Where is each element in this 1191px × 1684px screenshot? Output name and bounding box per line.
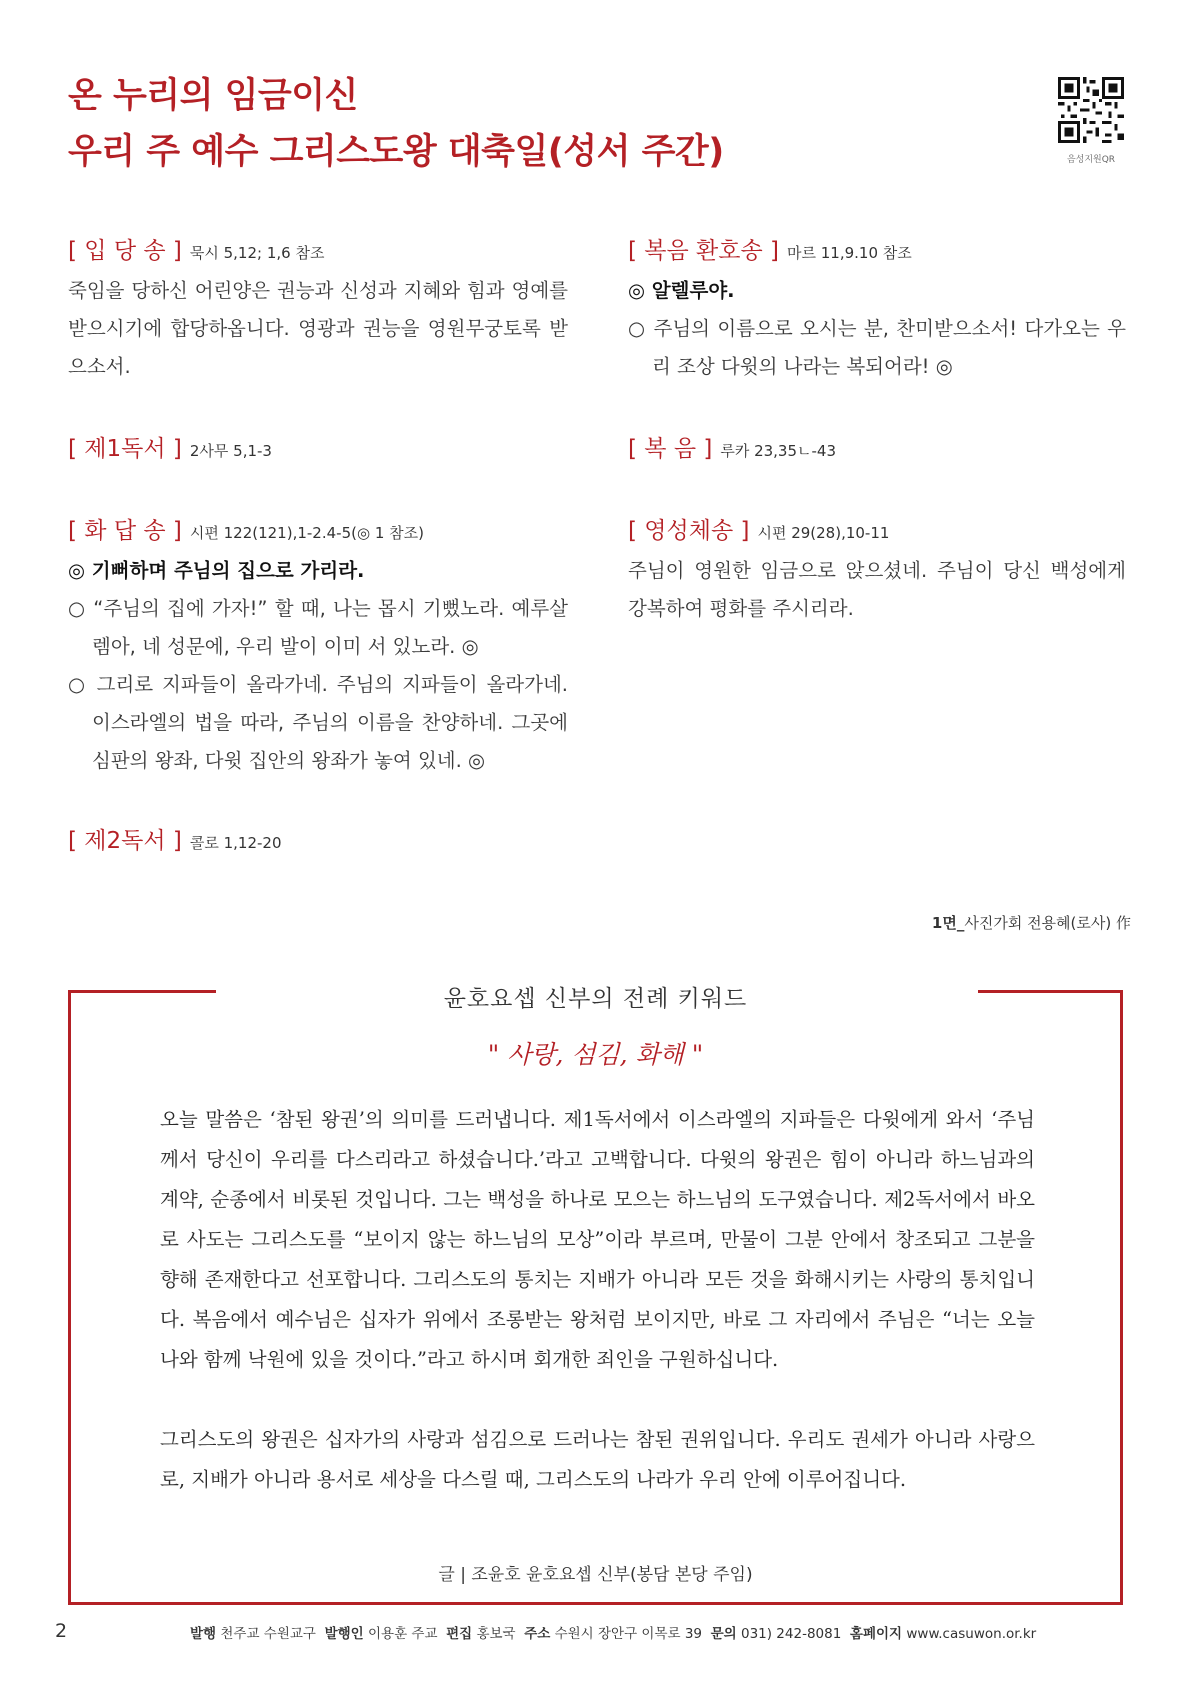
footer-contact-label: 문의 <box>710 1626 737 1642</box>
footer-homepage-link[interactable]: www.casuwon.or.kr <box>906 1626 1037 1642</box>
first-reading-ref: 2사무 5,1-3 <box>189 442 272 460</box>
entrance-heading <box>68 236 568 268</box>
psalm-label: [ 화 답 송 ] <box>68 518 182 544</box>
psalm-ref: 시편 122(121),1-2.4-5(◎ 1 참조) <box>189 524 424 542</box>
footer-publisher: 천주교 수원교구 <box>220 1626 316 1642</box>
footer-editor-label: 편집 <box>446 1626 473 1642</box>
footer-publisher-label: 발행 <box>190 1626 217 1642</box>
title-line-1: 온 누리의 임금이신 <box>68 76 358 116</box>
second-reading-ref: 콜로 1,12-20 <box>189 834 282 852</box>
gospel-heading <box>628 434 1126 466</box>
communion-label: [ 영성체송 ] <box>628 518 750 544</box>
acclamation-verse: ○ 주님의 이름으로 오시는 분, 찬미받으소서! 다가오는 우리 조상 다윗의 나라는 복되어라! ◎ <box>628 317 1126 378</box>
communion-heading <box>628 516 1126 548</box>
qr-label: 음성지원QR <box>1066 155 1116 165</box>
psalm-verse: ○ 그리로 지파들이 올라가네. 주님의 지파들이 올라가네. 이스라엘의 법을 따라, 주님의 이름을 찬양하네. 그곳에 심판의 왕좌, 다윗 집안의 왕좌가 놓여 있네. ◎ <box>68 673 568 772</box>
acclamation-heading <box>628 236 1126 268</box>
footer-issuer-label: 발행인 <box>324 1626 364 1642</box>
entrance-antiphon-section <box>68 236 568 386</box>
entrance-label: [ 입 당 송 ] <box>68 238 182 264</box>
footer-editor: 홍보국 <box>476 1626 516 1642</box>
footer-contact: 031) 242-8081 <box>740 1626 842 1642</box>
footer-issuer: 이용훈 주교 <box>367 1626 438 1642</box>
communion-section <box>628 516 1126 628</box>
page-number: 2 <box>55 1620 68 1642</box>
footer-address: 수원시 장안구 이목로 39 <box>554 1626 702 1642</box>
entrance-ref: 묵시 5,12; 1,6 참조 <box>189 244 325 262</box>
qr-code-icon[interactable] <box>1058 77 1124 143</box>
entrance-text: 죽임을 당하신 어린양은 권능과 신성과 지혜와 힘과 영예를 받으시기에 합당하옵니다. 영광과 권능을 영원무궁토록 받으소서. <box>68 279 568 378</box>
footer-address-label: 주소 <box>524 1626 551 1642</box>
title-line-2: 우리 주 예수 그리스도왕 대축일(성서 주간) <box>68 132 724 172</box>
photo-credit <box>932 912 1131 933</box>
box-border-left <box>68 990 71 1605</box>
first-reading-heading <box>68 434 568 466</box>
footer <box>190 1622 1036 1642</box>
second-reading-heading <box>68 826 568 858</box>
gospel-label: [ 복 음 ] <box>628 436 713 462</box>
gospel-acclamation-section <box>628 236 1126 386</box>
second-reading-label: [ 제2독서 ] <box>68 828 182 854</box>
photo-credit-page: 1면_ <box>931 914 965 932</box>
alleluia-line: ◎ 알렐루야. <box>628 279 735 302</box>
first-reading-section <box>68 434 568 466</box>
psalm-heading <box>68 516 568 548</box>
acclamation-label: [ 복음 환호송 ] <box>628 238 779 264</box>
footer-homepage-label: 홈페이지 <box>849 1626 903 1642</box>
communion-ref: 시편 29(28),10-11 <box>757 524 890 542</box>
keyword-subtitle: " 사랑, 섬김, 화해 " <box>487 1040 704 1069</box>
box-border-right <box>1120 990 1123 1605</box>
first-reading-label: [ 제1독서 ] <box>68 436 182 462</box>
keyword-body <box>160 1100 1035 1500</box>
box-border-bottom <box>68 1602 1123 1605</box>
psalm-section <box>68 516 568 780</box>
second-reading-section <box>68 826 568 858</box>
keyword-title: 윤호요셉 신부의 전례 키워드 <box>443 986 748 1012</box>
psalm-response: ◎ 기뻐하며 주님의 집으로 가리라. <box>68 559 365 582</box>
keyword-paragraph-1: 오늘 말씀은 ‘참된 왕권’의 의미를 드러냅니다. 제1독서에서 이스라엘의 지파들은 다윗에게 와서 ‘주님께서 당신이 우리를 다스리라고 하셨습니다.’라고 고백합니다. 다윗의 왕권은 힘이 아니라 하느님과의 계약, 순종에서 비롯된 것입니다. 그는 백성을 하나로 모으는 하느님의 도구였습니다. 제2독서에서 바오로 사도는 그리스도를 “보이지 않는 하느님의 모상”이라 부르며, 만물이 그분 안에서 창조되고 그분을 향해 존재한다고 선포합니다. 그리스도의 통치는 지배가 아니라 모든 것을 화해시키는 사랑의 통치입니다. 복음에서 예수님은 십자가 위에서 조롱받는 왕처럼 보이지만, 바로 그 자리에서 주님은 “너는 오늘 나와 함께 낙원에 있을 것이다.”라고 하시며 회개한 죄인을 구원하십니다. <box>160 1108 1035 1371</box>
author-credit: 글 | 조윤호 윤호요셉 신부(봉담 본당 주임) <box>438 1565 753 1585</box>
keyword-paragraph-2: 그리스도의 왕권은 십자가의 사랑과 섬김으로 드러나는 참된 권위입니다. 우리도 권세가 아니라 사랑으로, 지배가 아니라 용서로 세상을 다스릴 때, 그리스도의 나라가 우리 안에 이루어집니다. <box>160 1428 1035 1491</box>
communion-text: 주님이 영원한 임금으로 앉으셨네. 주님이 당신 백성에게 강복하여 평화를 주시리라. <box>628 559 1126 620</box>
acclamation-ref: 마르 11,9.10 참조 <box>786 244 912 262</box>
gospel-section <box>628 434 1126 466</box>
page-title <box>68 68 724 180</box>
photo-credit-text: 사진가회 전용혜(로사) 作 <box>964 914 1131 932</box>
gospel-ref: 루카 23,35ㄴ-43 <box>720 442 837 460</box>
psalm-verse: ○ “주님의 집에 가자!” 할 때, 나는 몹시 기뻤노라. 예루살렘아, 네 성문에, 우리 발이 이미 서 있노라. ◎ <box>68 597 568 658</box>
